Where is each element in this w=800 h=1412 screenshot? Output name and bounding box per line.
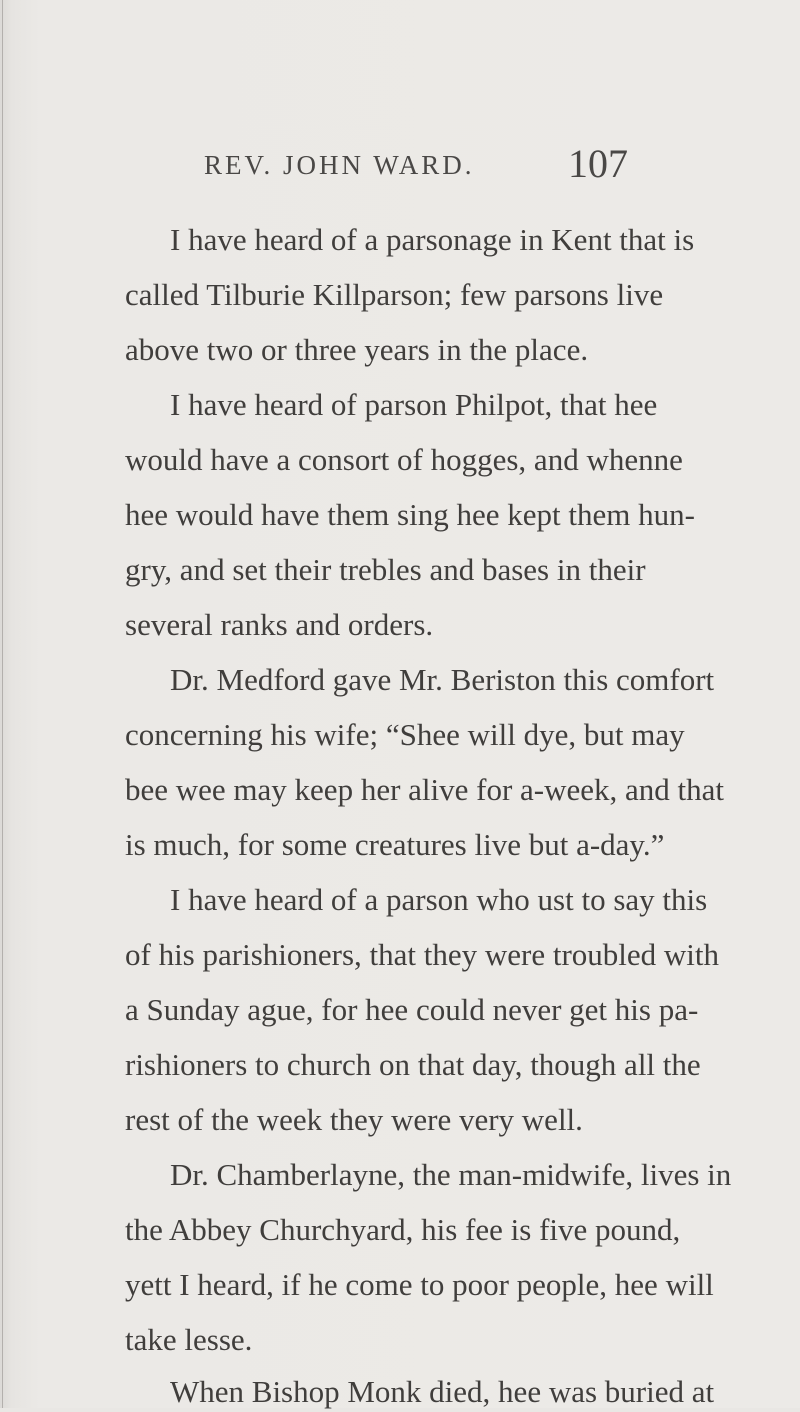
text-line: I have heard of a parsonage in Kent that is: [170, 222, 695, 257]
text-line: would have a consort of hogges, and whenne: [125, 442, 683, 477]
text-line: Dr. Medford gave Mr. Beriston this comfort: [170, 662, 715, 697]
page-number: 107: [568, 141, 628, 186]
text-line: Dr. Chamberlayne, the man-midwife, lives in: [170, 1157, 732, 1192]
text-line: take lesse.: [125, 1322, 253, 1357]
text-line: rishioners to church on that day, though all the: [125, 1047, 701, 1082]
text-line: a Sunday ague, for hee could never get his pa-: [125, 992, 699, 1027]
text-line: several ranks and orders.: [125, 607, 434, 642]
text-line: rest of the week they were very well.: [125, 1102, 583, 1137]
text-line: called Tilburie Killparson; few parsons live: [125, 277, 664, 312]
running-head: [0, 140, 800, 190]
text-line: concerning his wife; “Shee will dye, but may: [125, 717, 685, 752]
text-line: I have heard of a parson who ust to say this: [170, 882, 708, 917]
text-line: bee wee may keep her alive for a-week, and that: [125, 772, 725, 807]
text-line: of his parishioners, that they were troubled with: [125, 937, 720, 972]
running-title: REV. JOHN WARD.: [204, 150, 475, 180]
text-line: When Bishop Monk died, hee was buried at: [170, 1374, 715, 1409]
text-line: hee would have them sing hee kept them hun-: [125, 497, 695, 532]
text-line: yett I heard, if he come to poor people, hee will: [125, 1267, 714, 1302]
page-gutter-edge: [2, 0, 3, 1408]
text-line: is much, for some creatures live but a-day.”: [125, 827, 665, 862]
text-line: gry, and set their trebles and bases in their: [125, 552, 646, 587]
text-line: above two or three years in the place.: [125, 332, 589, 367]
text-line: I have heard of parson Philpot, that hee: [170, 387, 658, 422]
text-line: the Abbey Churchyard, his fee is five pound,: [125, 1212, 681, 1247]
